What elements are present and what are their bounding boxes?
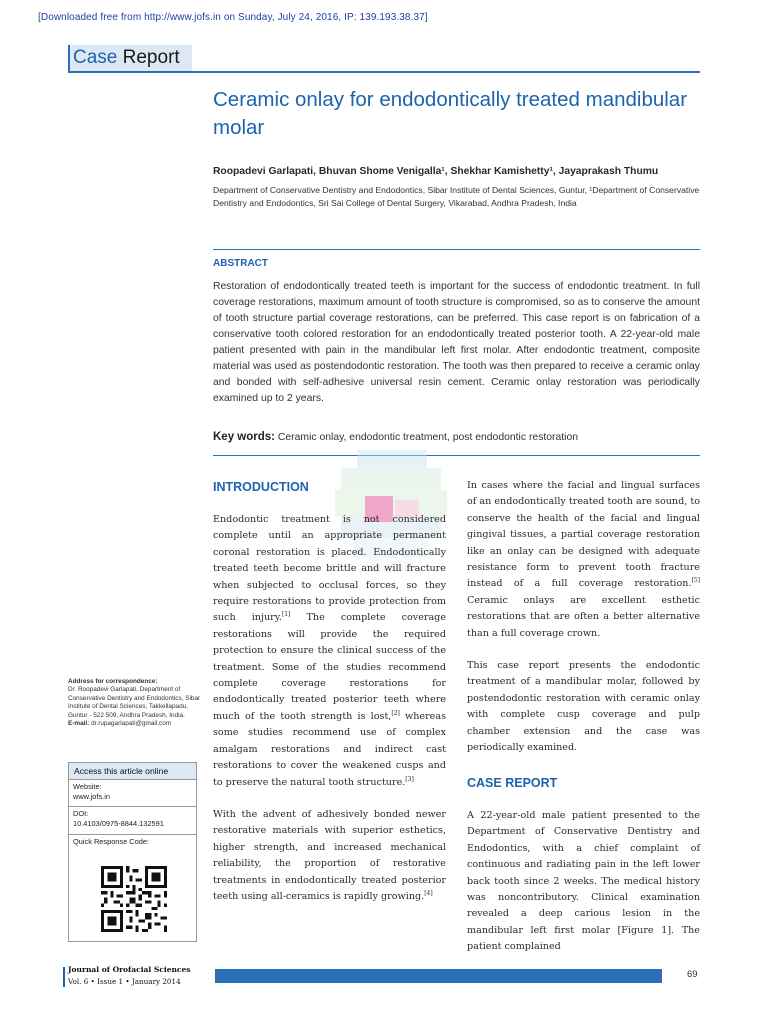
introduction-column-2 [467,478,700,757]
case-report-column [467,808,700,956]
footer-marker [63,967,65,987]
intro-p1-part-a: Endodontic treatment is not considered complete until an appropriate permanent coronal restoration is placed. Endodontically treated teeth become brittle and will fracture when subjected to occlusal forces, so they require restorations to provide protection from such injury. [213,514,446,624]
doi-section [69,807,196,835]
correspondence-address: Dr. Roopadevi Garlapati, Department of Conservative Dentistry and Endodontics, Sibar Institute of Dental Sciences, Takkellapadu, Guntur - 522 509, Andhra Pradesh, India. [68,686,201,719]
intro-p2-text: With the advent of adhesively bonded newer restorative materials with superior esthetics, higher strength, and increased mechanical reliability, the proportion of restorative treatments in endodontically treated posterior teeth using all-ceramics is rapidly growing. [213,808,446,902]
doi-label: DOI: [73,809,89,818]
case-report-heading: CASE REPORT [467,776,558,790]
section-tag [68,45,192,71]
citation-3: [3] [405,775,414,783]
qr-code-icon[interactable] [101,866,167,932]
intro-p3-part-a: In cases where the facial and lingual surfaces of an endodontically treated tooth are sound, to conserve the health of the facial and lingual gingival tissues, a partial coverage restoration like an onlay can be designed with adequate resistance form to prevent tooth fracture instead of a full coverage restoration. [467,480,700,590]
website-section [69,780,196,807]
email-label: E-mail: [68,720,90,728]
intro-p3-part-b: Ceramic onlays are excellent esthetic restorations that are often a better alternative than a full coverage crown. [467,594,700,639]
intro-paragraph-2 [213,807,446,905]
abstract-top-rule [213,249,700,250]
email-address[interactable]: dr.rupagarlapati@gmail.com [91,720,172,728]
citation-2: [2] [391,709,400,717]
section-tag-word-1: Case [73,47,118,68]
footer-journal-name: Journal of Orofacial Sciences [68,965,191,974]
qr-section [69,835,196,853]
website-label: Website: [73,782,102,791]
correspondence-label: Address for correspondence: [68,678,158,685]
correspondence-email [68,720,203,728]
page-number: 69 [687,969,698,980]
correspondence-block [68,678,203,728]
qr-label: Quick Response Code: [73,837,149,846]
section-tag-text [73,47,180,69]
doi-value: 10.4103/0975-8844.132591 [73,819,164,829]
download-notice: [Downloaded free from http://www.jofs.in on Sunday, July 24, 2016, IP: 139.193.38.37] [38,12,428,23]
keywords [213,431,700,443]
citation-4: [4] [424,889,433,897]
abstract-bottom-rule [213,455,700,456]
article-title: Ceramic onlay for endodontically treated mandibular molar [213,88,688,139]
intro-p1-part-b: The complete coverage restorations will provide the required protection to ensure the clinical success of the treatment. Some of the studies recommend complete coverage restorations for endodontically treated posterior teeth where much of the tooth strength is lost, [213,612,446,722]
citation-5: [5] [691,577,700,585]
case-paragraph-1: A 22-year-old male patient presented to the Department of Conservative Dentistry and Endodontics, with a chief complaint of continuous and radiating pain in the left lower back tooth since 2 weeks. The medical history was noncontributory. Clinical examination revealed a deep carious lesion in the mandibular left first molar [Figure 1]. The patient complained [467,810,700,953]
intro-paragraph-1 [213,512,446,791]
introduction-heading: INTRODUCTION [213,480,309,494]
affiliation: Department of Conservative Dentistry and Endodontics, Sibar Institute of Dental Sciences, Guntur, ¹Department of Conservative Dentistry and Endodontics, Sri Sai College of Dental Surgery, Vikarabad, Andhra Pradesh, India [213,185,700,208]
introduction-column-1 [213,512,446,905]
abstract-heading: ABSTRACT [213,258,268,269]
intro-paragraph-3 [467,478,700,642]
access-article-box [68,762,197,942]
author-list: Roopadevi Garlapati, Bhuvan Shome Venigalla¹, Shekhar Kamishetty¹, Jayaprakash Thumu [213,166,659,177]
intro-p1-part-c: whereas some studies recommend use of complex amalgam restorations and indirect cast restorations to cover the weakened cusps and to preserve the natural tooth structure. [213,710,446,788]
abstract-text: Restoration of endodontically treated teeth is important for the success of endodontic treatment. In full coverage restorations, maximum amount of tooth structure is compromised, so as to conserve the amount of tooth structure partial coverage restorations, can be preferred. This case report is on fabrication of a conservative tooth colored restoration for an endodontically treated posterior tooth. A 22-year-old male patient presented with pain in the mandibular left first molar. After endodontic treatment, composite material was used as postendodontic restoration. The tooth was then prepared to receive a ceramic onlay and bonded with self-adhesive universal resin cement. Ceramic onlay restoration was periodically examined up to 2 years. [213,281,700,404]
access-box-heading: Access this article online [69,763,196,780]
footer-bar [215,969,662,983]
keywords-text: Ceramic onlay, endodontic treatment, post endodontic restoration [277,432,579,443]
header-rule [68,71,700,73]
keywords-label: Key words: [213,431,275,443]
section-tag-word-2: Report [122,47,180,68]
website-link[interactable]: www.jofs.in [73,792,110,802]
citation-1: [1] [281,611,291,619]
footer-volume: Vol. 6 • Issue 1 • January 2014 [68,977,181,986]
intro-paragraph-4: This case report presents the endodontic treatment of a mandibular molar, followed by postendodontic restoration with ceramic onlay with complete cusp coverage and pulp chamber extension and the case was periodically examined. [467,660,700,754]
